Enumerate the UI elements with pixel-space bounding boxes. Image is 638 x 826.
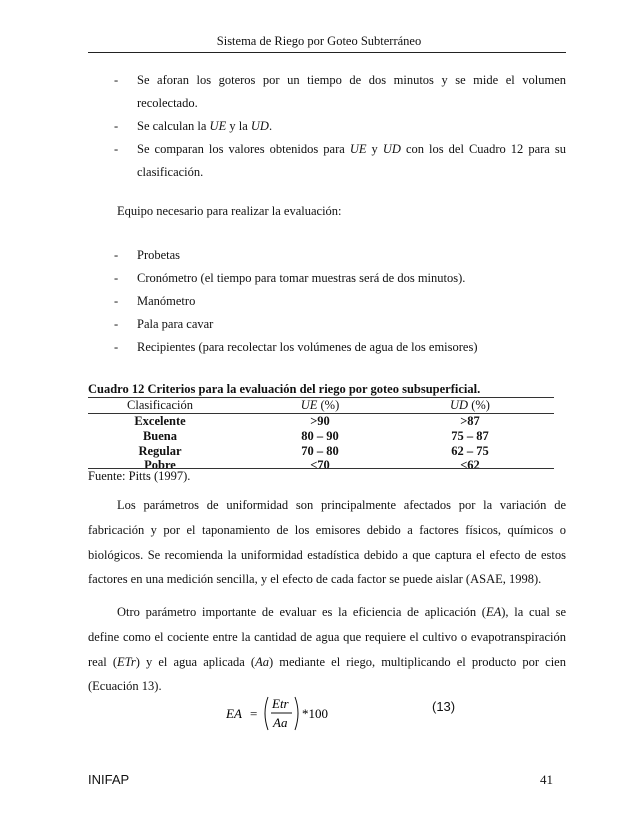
table-header-ue: UE (%) bbox=[300, 398, 340, 412]
paragraph-line: real (ETr) y el agua aplicada (Aa) mediante el riego, multiplicando el producto por cien bbox=[88, 654, 566, 669]
bullet-dash: - bbox=[114, 294, 119, 308]
list-item bbox=[114, 267, 566, 290]
paragraph-line: factores en una medición sencilla, y el efecto de cada factor se puede aislar (ASAE, 1998). bbox=[88, 572, 542, 587]
bullet-dash: - bbox=[114, 142, 119, 156]
table-cell-ue: 70 – 80 bbox=[301, 444, 339, 458]
paragraph-line: (Ecuación 13). bbox=[88, 679, 162, 694]
header-rule bbox=[88, 52, 566, 53]
step-3-line-1: Se comparan los valores obtenidos para UE y UD con los del Cuadro 12 para su bbox=[137, 142, 567, 156]
bullet-dash: - bbox=[114, 317, 119, 331]
running-header: Sistema de Riego por Goteo Subterráneo bbox=[216, 34, 422, 48]
table-source: Fuente: Pitts (1997). bbox=[88, 469, 191, 483]
table-cell-ue: <70 bbox=[310, 458, 330, 472]
equation-lhs: EA bbox=[226, 706, 242, 721]
equation-13 bbox=[226, 692, 366, 734]
paragraph-uniformity bbox=[88, 493, 566, 592]
step-3-line-2: clasificación. bbox=[137, 165, 204, 179]
table-cell-ud: 62 – 75 bbox=[451, 444, 489, 458]
equipment-item: Probetas bbox=[137, 248, 181, 262]
step-1-line-2: recolectado. bbox=[137, 96, 198, 110]
table-header-ud: UD (%) bbox=[450, 398, 490, 412]
procedure-steps bbox=[114, 69, 566, 184]
step-1-line-1: Se aforan los goteros por un tiempo de dos minutos y se mide el volumen bbox=[137, 73, 566, 87]
equipment-list bbox=[114, 244, 566, 359]
table-cell-ud: <62 bbox=[460, 458, 480, 472]
list-item bbox=[114, 313, 566, 336]
paragraph-line: biológicos. Se recomienda la uniformidad estadística debido a que captura el efecto de estos bbox=[88, 547, 566, 562]
bullet-dash: - bbox=[114, 340, 119, 354]
equation-numerator: Etr bbox=[272, 696, 289, 711]
page-number: 41 bbox=[540, 772, 553, 787]
table-cell-class: Pobre bbox=[144, 458, 176, 472]
equipment-item: Cronómetro (el tiempo para tomar muestras será de dos minutos). bbox=[137, 271, 466, 285]
equipment-item: Manómetro bbox=[137, 294, 196, 308]
list-item bbox=[114, 336, 566, 359]
paragraph-line: define como el cociente entre la cantidad de agua que requiere el cultivo o evapotranspiración bbox=[88, 629, 566, 644]
list-item bbox=[114, 244, 566, 267]
equation-tail: *100 bbox=[302, 706, 328, 721]
table-cell-ud: 75 – 87 bbox=[451, 429, 489, 443]
bullet-dash: - bbox=[114, 271, 119, 285]
paragraph-line: Otro parámetro importante de evaluar es la eficiencia de aplicación (EA), la cual se bbox=[117, 605, 566, 619]
left-paren bbox=[265, 697, 268, 730]
equation-number: (13) bbox=[432, 699, 456, 714]
bullet-dash: - bbox=[114, 119, 119, 133]
list-item bbox=[114, 290, 566, 313]
table-title: Cuadro 12 Criterios para la evaluación del riego por goteo subsuperficial. bbox=[88, 382, 481, 396]
footer-institution: INIFAP bbox=[88, 772, 130, 787]
step-2-text: Se calculan la UE y la UD. bbox=[137, 119, 273, 133]
equation-denominator: Aa bbox=[273, 715, 288, 730]
paragraph-line: fabricación y por el taponamiento de los emisores debido a factores físicos, químicos o bbox=[88, 522, 566, 537]
bullet-dash: - bbox=[114, 73, 119, 87]
table-cell-ue: >90 bbox=[310, 414, 330, 428]
list-item bbox=[114, 138, 566, 184]
bullet-dash: - bbox=[114, 248, 119, 262]
table-cell-ue: 80 – 90 bbox=[301, 429, 339, 443]
list-item bbox=[114, 115, 566, 138]
equation-equals: = bbox=[250, 706, 258, 721]
table-cell-class: Excelente bbox=[134, 414, 186, 428]
table-cell-class: Buena bbox=[142, 429, 178, 443]
table-cell-class: Regular bbox=[138, 444, 182, 458]
equipment-heading: Equipo necesario para realizar la evaluación: bbox=[117, 204, 342, 218]
table-cell-ud: >87 bbox=[460, 414, 480, 428]
list-item bbox=[114, 69, 566, 115]
paragraph-efficiency bbox=[88, 600, 566, 699]
right-paren bbox=[295, 697, 298, 730]
equipment-item: Pala para cavar bbox=[137, 317, 214, 331]
equipment-item: Recipientes (para recolectar los volúmenes de agua de los emisores) bbox=[137, 340, 478, 354]
paragraph-line: Los parámetros de uniformidad son principalmente afectados por la variación de bbox=[117, 498, 566, 512]
table-header-classification: Clasificación bbox=[127, 398, 193, 412]
